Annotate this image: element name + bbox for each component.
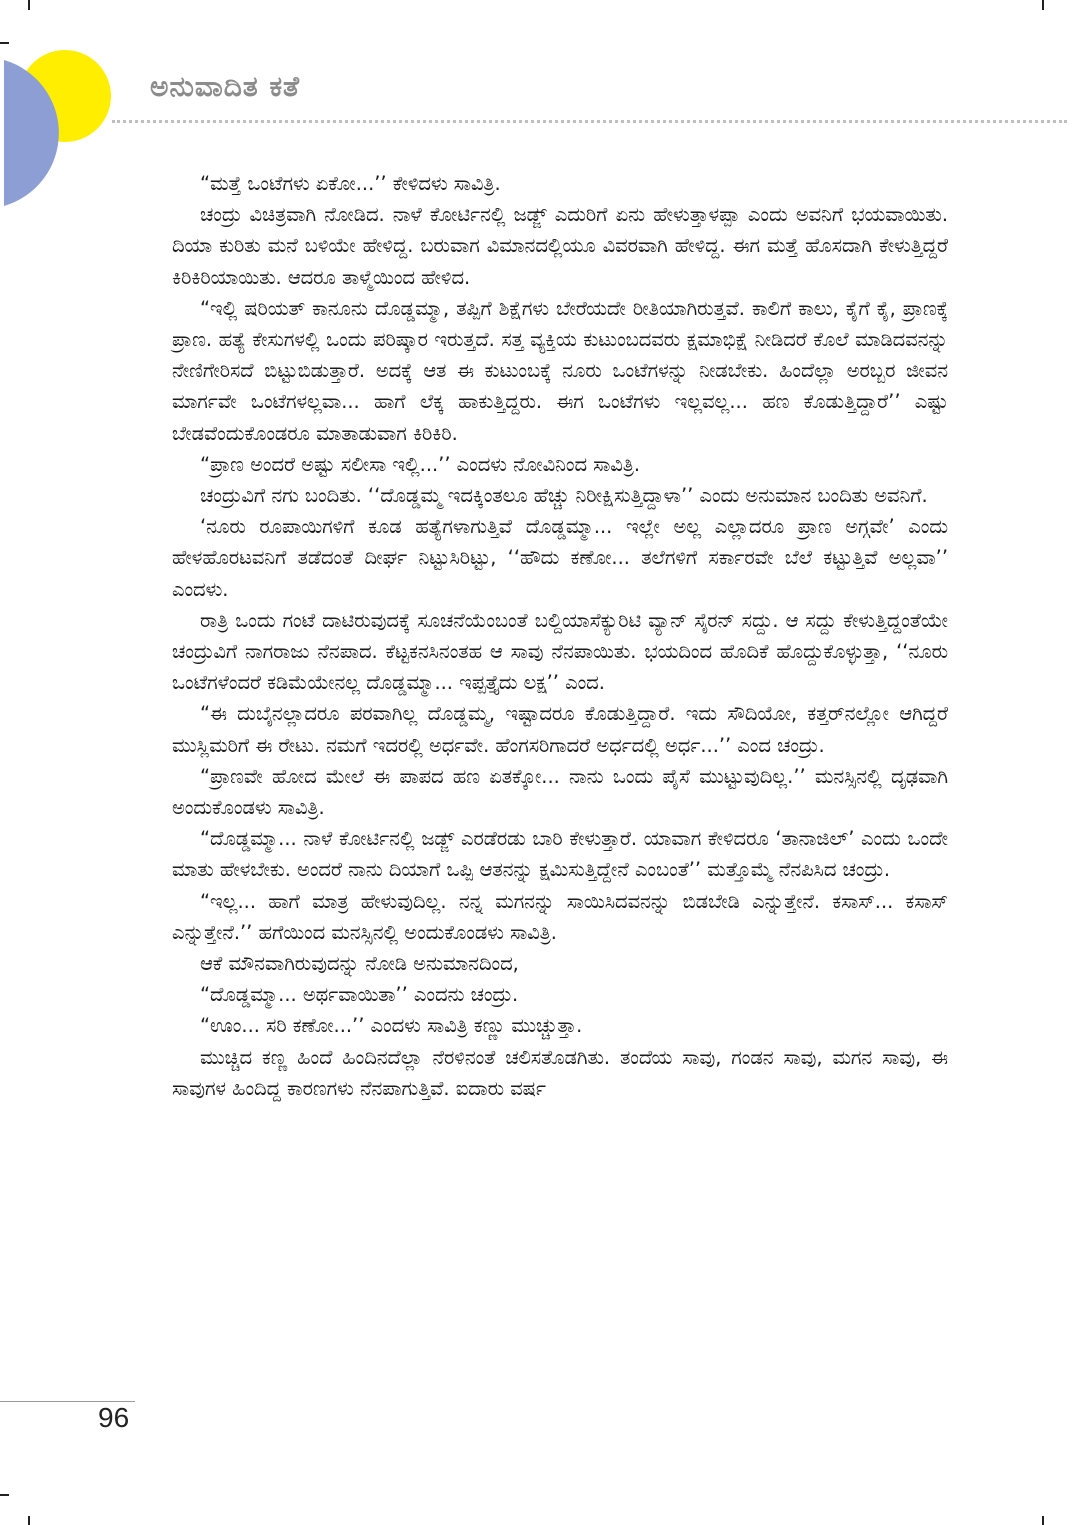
crop-mark-left-lower (0, 1494, 9, 1496)
crop-mark-bottom-right (1042, 1516, 1044, 1525)
paragraph: “ಇಲ್ಲ... ಹಾಗೆ ಮಾತ್ರ ಹೇಳುವುದಿಲ್ಲ. ನನ್ನ ಮಗನನ್ನು ಸಾಯಿಸಿದವನನ್ನು ಬಿಡಬೇಡಿ ಎನ್ನುತ್ತೇನೆ. ಕಸಾಸ್... ಕಸಾಸ್ ಎನ್ನುತ್ತೇನೆ.’’ ಹಗೆಯಿಂದ ಮನಸ್ಸಿನಲ್ಲಿ ಅಂದುಕೊಂಡಳು ಸಾವಿತ್ರಿ. (172, 889, 948, 944)
paragraph: ರಾತ್ರಿ ಒಂದು ಗಂಟೆ ದಾಟಿರುವುದಕ್ಕೆ ಸೂಚನೆಯೆಂಬಂತೆ ಬಲ್ದಿಯಾಸೆಕ್ಯುರಿಟಿ ವ್ಯಾನ್ ಸೈರನ್ ಸದ್ದು. ಆ ಸದ್ದು ಕೇಳುತ್ತಿದ್ದಂತೆಯೇ ಚಂದ್ರುವಿಗೆ ನಾಗರಾಜು ನೆನಪಾದ. ಕೆಟ್ಟಕನಸಿನಂತಹ ಆ ಸಾವು ನೆನಪಾಯಿತು. ಭಯದಿಂದ ಹೊದಿಕೆ ಹೊದ್ದುಕೊಳ್ಳುತ್ತಾ, ‘‘ನೂರು ಒಂಟೆಗಳೆಂದರೆ ಕಡಿಮೆಯೇನಲ್ಲ ದೊಡ್ಡಮ್ಮಾ... ಇಪ್ಪತ್ತೈದು ಲಕ್ಷ’’ ಎಂದ. (172, 608, 948, 695)
paragraph: ಚಂದ್ರು ವಿಚಿತ್ರವಾಗಿ ನೋಡಿದ. ನಾಳೆ ಕೋರ್ಟಿನಲ್ಲಿ ಜಡ್ಜ್ ಎದುರಿಗೆ ಏನು ಹೇಳುತ್ತಾಳಪ್ಪಾ ಎಂದು ಅವನಿಗೆ ಭಯವಾಯಿತು. ದಿಯಾ ಕುರಿತು ಮನೆ ಬಳಿಯೇ ಹೇಳಿದ್ದ. ಬರುವಾಗ ವಿಮಾನದಲ್ಲಿಯೂ ವಿವರವಾಗಿ ಹೇಳಿದ್ದ. ಈಗ ಮತ್ತೆ ಹೊಸದಾಗಿ ಕೇಳುತ್ತಿದ್ದರೆ ಕಿರಿಕಿರಿಯಾಯಿತು. ಆದರೂ ತಾಳ್ಮೆಯಿಂದ ಹೇಳಿದ. (172, 203, 948, 289)
paragraph: ‘ನೂರು ರೂಪಾಯಿಗಳಿಗೆ ಕೂಡ ಹತ್ಯೆಗಳಾಗುತ್ತಿವೆ ದೊಡ್ಡಮ್ಮಾ... ಇಲ್ಲೇ ಅಲ್ಲ ಎಲ್ಲಾದರೂ ಪ್ರಾಣ ಅಗ್ಗವೇ’ ಎಂದು ಹೇಳಹೊರಟವನಿಗೆ ತಡೆದಂತೆ ದೀರ್ಘ ನಿಟ್ಟುಸಿರಿಟ್ಟು, ‘‘ಹೌದು ಕಣೋ... ತಲೆಗಳಿಗೆ ಸರ್ಕಾರವೇ ಬೆಲೆ ಕಟ್ಟುತ್ತಿವೆ ಅಲ್ಲವಾ’’ ಎಂದಳು. (172, 515, 948, 601)
paragraph: “ಊಂ... ಸರಿ ಕಣೋ...’’ ಎಂದಳು ಸಾವಿತ್ರಿ ಕಣ್ಣು ಮುಚ್ಚುತ್ತಾ. (200, 1014, 583, 1038)
crop-mark-top-left (28, 0, 30, 10)
paragraph: ಆಕೆ ಮೌನವಾಗಿರುವುದನ್ನು ನೋಡಿ ಅನುಮಾನದಿಂದ, (200, 952, 519, 976)
section-title: ಅನುವಾದಿತ ಕತೆ (150, 70, 301, 103)
decorative-circles (0, 50, 140, 210)
paragraph: “ಇಲ್ಲಿ ಷರಿಯತ್ ಕಾನೂನು ದೊಡ್ಡಮ್ಮಾ, ತಪ್ಪಿಗೆ ಶಿಕ್ಷೆಗಳು ಬೇರೆಯದೇ ರೀತಿಯಾಗಿರುತ್ತವೆ. ಕಾಲಿಗೆ ಕಾಲು, ಕೈಗೆ ಕೈ, ಪ್ರಾಣಕ್ಕೆ ಪ್ರಾಣ. ಹತ್ಯೆ ಕೇಸುಗಳಲ್ಲಿ ಒಂದು ಪರಿಷ್ಕಾರ ಇರುತ್ತದೆ. ಸತ್ತ ವ್ಯಕ್ತಿಯ ಕುಟುಂಬದವರು ಕ್ಷಮಾಭಿಕ್ಷೆ ನೀಡಿದರೆ ಕೊಲೆ ಮಾಡಿದವನನ್ನು ನೇಣಿಗೇರಿಸದೆ ಬಿಟ್ಟುಬಿಡುತ್ತಾರೆ. ಅದಕ್ಕೆ ಆತ ಈ ಕುಟುಂಬಕ್ಕೆ ನೂರು ಒಂಟೆಗಳನ್ನು ನೀಡಬೇಕು. ಹಿಂದೆಲ್ಲಾ ಅರಬ್ಬರ ಜೀವನ ಮಾರ್ಗವೇ ಒಂಟೆಗಳಲ್ಲವಾ... ಹಾಗೆ ಲೆಕ್ಕ ಹಾಕುತ್ತಿದ್ದರು. ಈಗ ಒಂಟೆಗಳು ಇಲ್ಲವಲ್ಲ... ಹಣ ಕೊಡುತ್ತಿದ್ದಾರೆ’’ ಎಷ್ಟು ಬೇಡವೆಂದುಕೊಂಡರೂ ಮಾತಾಡುವಾಗ ಕಿರಿಕಿರಿ. (172, 296, 948, 445)
paragraph: “ದೊಡ್ಡಮ್ಮಾ... ನಾಳೆ ಕೋರ್ಟಿನಲ್ಲಿ ಜಡ್ಜ್ ಎರಡೆರಡು ಬಾರಿ ಕೇಳುತ್ತಾರೆ. ಯಾವಾಗ ಕೇಳಿದರೂ ‘ತಾನಾಜಿಲ್’ ಎಂದು ಒಂದೇ ಮಾತು ಹೇಳಬೇಕು. ಅಂದರೆ ನಾನು ದಿಯಾಗೆ ಒಪ್ಪಿ ಆತನನ್ನು ಕ್ಷಮಿಸುತ್ತಿದ್ದೇನೆ ಎಂಬಂತೆ’’ ಮತ್ತೊಮ್ಮೆ ನೆನಪಿಸಿದ ಚಂದ್ರು. (172, 827, 948, 882)
paragraph: “ಈ ದುಬೈನಲ್ಲಾದರೂ ಪರವಾಗಿಲ್ಲ ದೊಡ್ಡಮ್ಮ, ಇಷ್ಟಾದರೂ ಕೊಡುತ್ತಿದ್ದಾರೆ. ಇದು ಸೌದಿಯೋ, ಕತ್ತರ್‌ನಲ್ಲೋ ಆಗಿದ್ದರೆ ಮುಸ್ಲಿಮರಿಗೆ ಈ ರೇಟು. ನಮಗೆ ಇದರಲ್ಲಿ ಅರ್ಧವೇ. ಹೆಂಗಸರಿಗಾದರೆ ಅರ್ಧದಲ್ಲಿ ಅರ್ಧ...’’ ಎಂದ ಚಂದ್ರು. (172, 702, 948, 757)
crop-mark-bottom-left (28, 1516, 30, 1525)
paragraph: ಚಂದ್ರುವಿಗೆ ನಗು ಬಂದಿತು. ‘‘ದೊಡ್ಡಮ್ಮ ಇದಕ್ಕಿಂತಲೂ ಹೆಚ್ಚು ನಿರೀಕ್ಷಿಸುತ್ತಿದ್ದಾಳಾ’’ ಎಂದು ಅನುಮಾನ ಬಂದಿತು ಅವನಿಗೆ. (200, 484, 928, 508)
crop-mark-top-right (1042, 0, 1044, 10)
crop-mark-left-upper (0, 42, 9, 44)
dotted-divider (112, 120, 1067, 123)
page-number: 96 (98, 1402, 130, 1433)
paragraph: “ಮತ್ತೆ ಒಂಟೆಗಳು ಏಕೋ...’’ ಕೇಳಿದಳು ಸಾವಿತ್ರಿ. (200, 172, 501, 195)
paragraph: “ಪ್ರಾಣವೇ ಹೋದ ಮೇಲೆ ಈ ಪಾಪದ ಹಣ ಏತಕ್ಕೋ... ನಾನು ಒಂದು ಪೈಸೆ ಮುಟ್ಟುವುದಿಲ್ಲ.’’ ಮನಸ್ಸಿನಲ್ಲಿ ದೃಢವಾಗಿ ಅಂದುಕೊಂಡಳು ಸಾವಿತ್ರಿ. (172, 764, 948, 820)
story-body (172, 168, 948, 1104)
paragraph: “ದೊಡ್ಡಮ್ಮಾ... ಅರ್ಥವಾಯಿತಾ’’ ಎಂದನು ಚಂದ್ರು. (200, 983, 519, 1007)
paragraph: “ಪ್ರಾಣ ಅಂದರೆ ಅಷ್ಟು ಸಲೀಸಾ ಇಲ್ಲಿ...’’ ಎಂದಳು ನೋವಿನಿಂದ ಸಾವಿತ್ರಿ. (200, 452, 641, 476)
paragraph: ಮುಚ್ಚಿದ ಕಣ್ಣ ಹಿಂದೆ ಹಿಂದಿನದೆಲ್ಲಾ ನೆರಳಿನಂತೆ ಚಲಿಸತೊಡಗಿತು. ತಂದೆಯ ಸಾವು, ಗಂಡನ ಸಾವು, ಮಗನ ಸಾವು, ಈ ಸಾವುಗಳ ಹಿಂದಿದ್ದ ಕಾರಣಗಳು ನೆನಪಾಗುತ್ತಿವೆ. ಐದಾರು ವರ್ಷ (172, 1045, 948, 1100)
